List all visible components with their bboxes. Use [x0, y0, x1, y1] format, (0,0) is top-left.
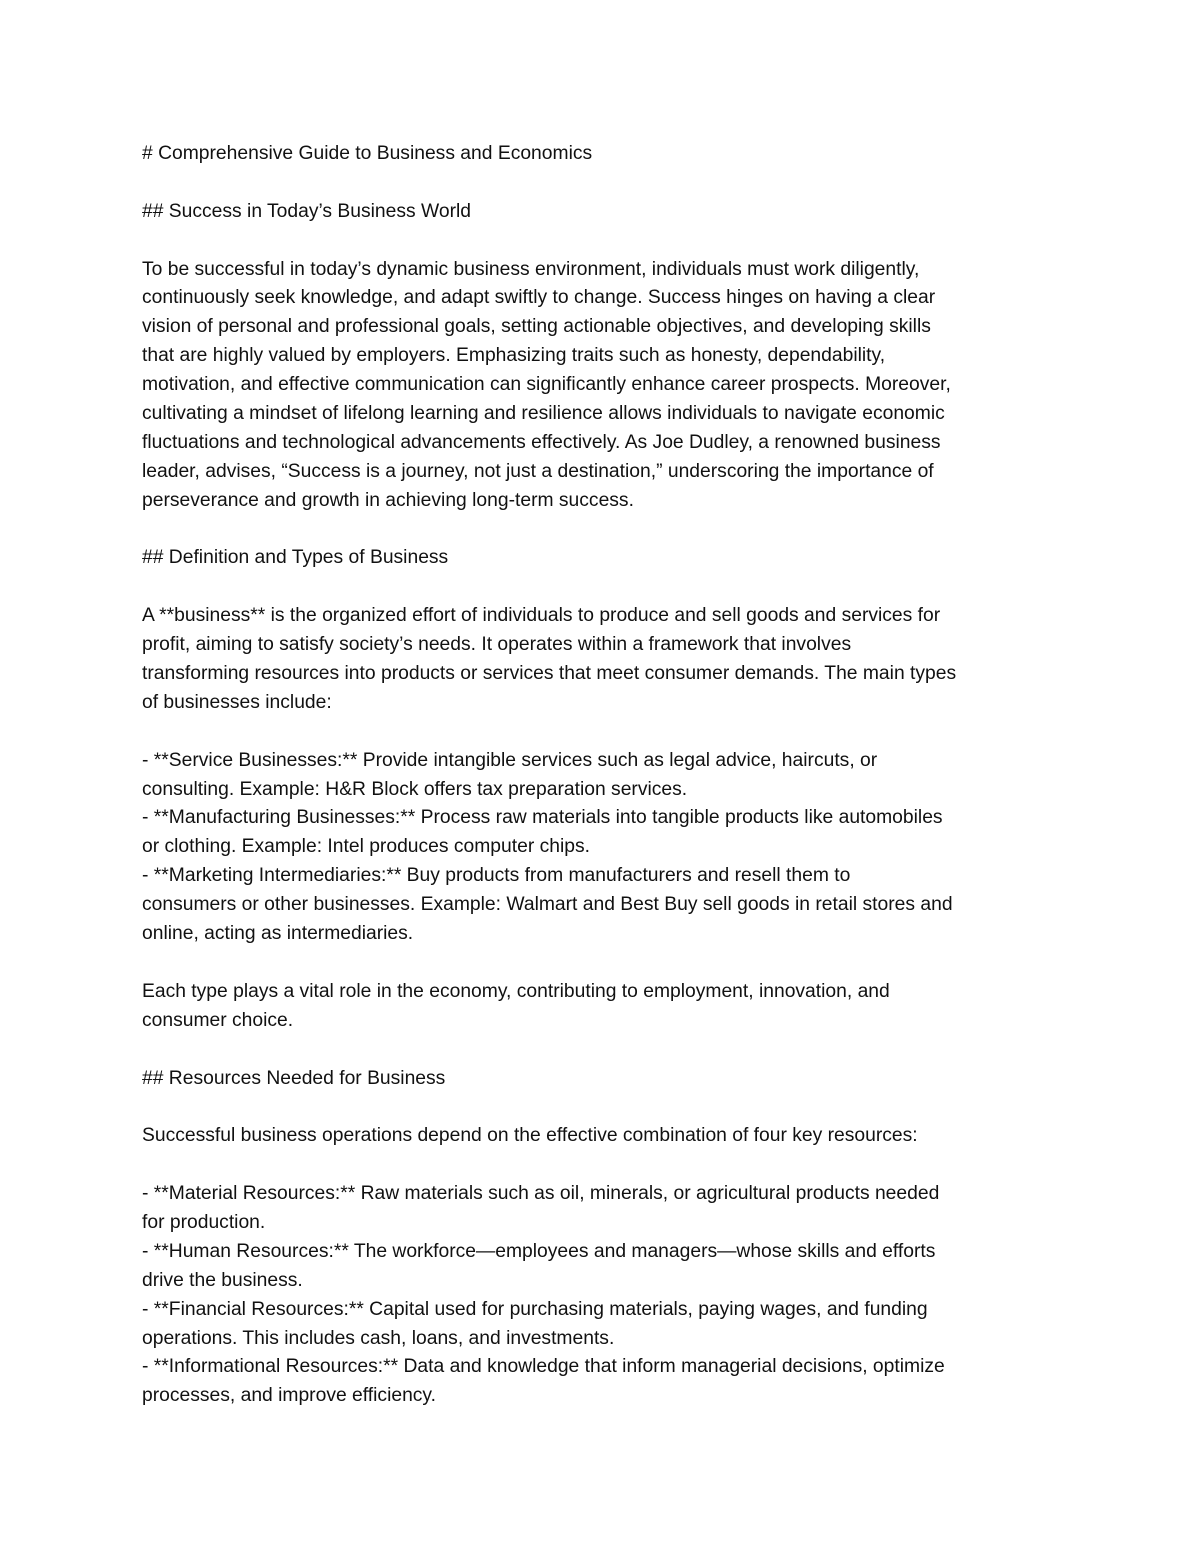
text-line: transforming resources into products or services that meet consumer demands. The main types	[142, 663, 957, 685]
list-item-continuation: online, acting as intermediaries.	[142, 923, 414, 945]
section-heading-definition: ## Definition and Types of Business	[142, 547, 449, 569]
spacer	[142, 1093, 1060, 1122]
list-item-continuation: drive the business.	[142, 1269, 303, 1291]
list-item: - **Marketing Intermediaries:** Buy products from manufacturers and resell them to	[142, 865, 851, 887]
document-title: # Comprehensive Guide to Business and Economics	[142, 143, 593, 164]
text-line: fluctuations and technological advancements effectively. As Joe Dudley, a renowned business	[142, 431, 941, 453]
text-line: Successful business operations depend on the effective combination of four key resources:	[142, 1125, 918, 1147]
section-success-paragraph	[142, 256, 1060, 516]
spacer	[142, 949, 1060, 978]
text-line: of businesses include:	[142, 691, 332, 713]
spacer	[142, 1036, 1060, 1065]
list-item-continuation: processes, and improve efficiency.	[142, 1385, 437, 1407]
text-line: vision of personal and professional goals, setting actionable objectives, and developing skills	[142, 316, 931, 338]
list-item-continuation: operations. This includes cash, loans, and investments.	[142, 1327, 615, 1349]
list-item-continuation: consulting. Example: H&R Block offers tax preparation services.	[142, 778, 688, 800]
text-line: cultivating a mindset of lifelong learning and resilience allows individuals to navigate economic	[142, 403, 945, 425]
text-line: motivation, and effective communication can significantly enhance career prospects. Moreover,	[142, 374, 951, 396]
list-item: - **Service Businesses:** Provide intangible services such as legal advice, haircuts, or	[142, 749, 878, 771]
text-line: profit, aiming to satisfy society’s needs. It operates within a framework that involves	[142, 634, 852, 656]
spacer	[142, 718, 1060, 747]
spacer	[142, 1151, 1060, 1180]
list-item-continuation: or clothing. Example: Intel produces computer chips.	[142, 836, 590, 858]
resources-list	[142, 1180, 1060, 1411]
spacer	[142, 227, 1060, 256]
spacer	[142, 169, 1060, 198]
list-item: - **Manufacturing Businesses:** Process raw materials into tangible products like automobiles	[142, 807, 943, 829]
text-line: consumer choice.	[142, 1009, 294, 1031]
text-line: To be successful in today’s dynamic business environment, individuals must work diligently,	[142, 258, 920, 280]
spacer	[142, 516, 1060, 545]
section-heading-success: ## Success in Today’s Business World	[142, 200, 472, 222]
document-page	[142, 140, 1060, 1411]
list-item: - **Informational Resources:** Data and knowledge that inform managerial decisions, optimize	[142, 1356, 945, 1378]
text-line: leader, advises, “Success is a journey, not just a destination,” underscoring the importance of	[142, 460, 934, 482]
list-item: - **Material Resources:** Raw materials such as oil, minerals, or agricultural products needed	[142, 1183, 940, 1205]
text-line: continuously seek knowledge, and adapt swiftly to change. Success hinges on having a clear	[142, 287, 936, 309]
list-item: - **Financial Resources:** Capital used for purchasing materials, paying wages, and funding	[142, 1298, 928, 1320]
business-types-list	[142, 747, 1060, 949]
section-definition-closing	[142, 978, 1060, 1036]
section-heading-resources: ## Resources Needed for Business	[142, 1067, 446, 1089]
text-line: perseverance and growth in achieving long-term success.	[142, 489, 634, 511]
spacer	[142, 573, 1060, 602]
list-item-continuation: consumers or other businesses. Example: Walmart and Best Buy sell goods in retail stores and	[142, 894, 953, 916]
text-line: A **business** is the organized effort of individuals to produce and sell goods and services for	[142, 605, 941, 627]
section-resources-intro	[142, 1122, 1060, 1151]
section-definition-intro	[142, 602, 1060, 718]
text-line: Each type plays a vital role in the economy, contributing to employment, innovation, and	[142, 980, 890, 1002]
text-line: that are highly valued by employers. Emphasizing traits such as honesty, dependability,	[142, 345, 886, 367]
list-item: - **Human Resources:** The workforce—employees and managers—whose skills and efforts	[142, 1240, 936, 1262]
list-item-continuation: for production.	[142, 1211, 266, 1233]
